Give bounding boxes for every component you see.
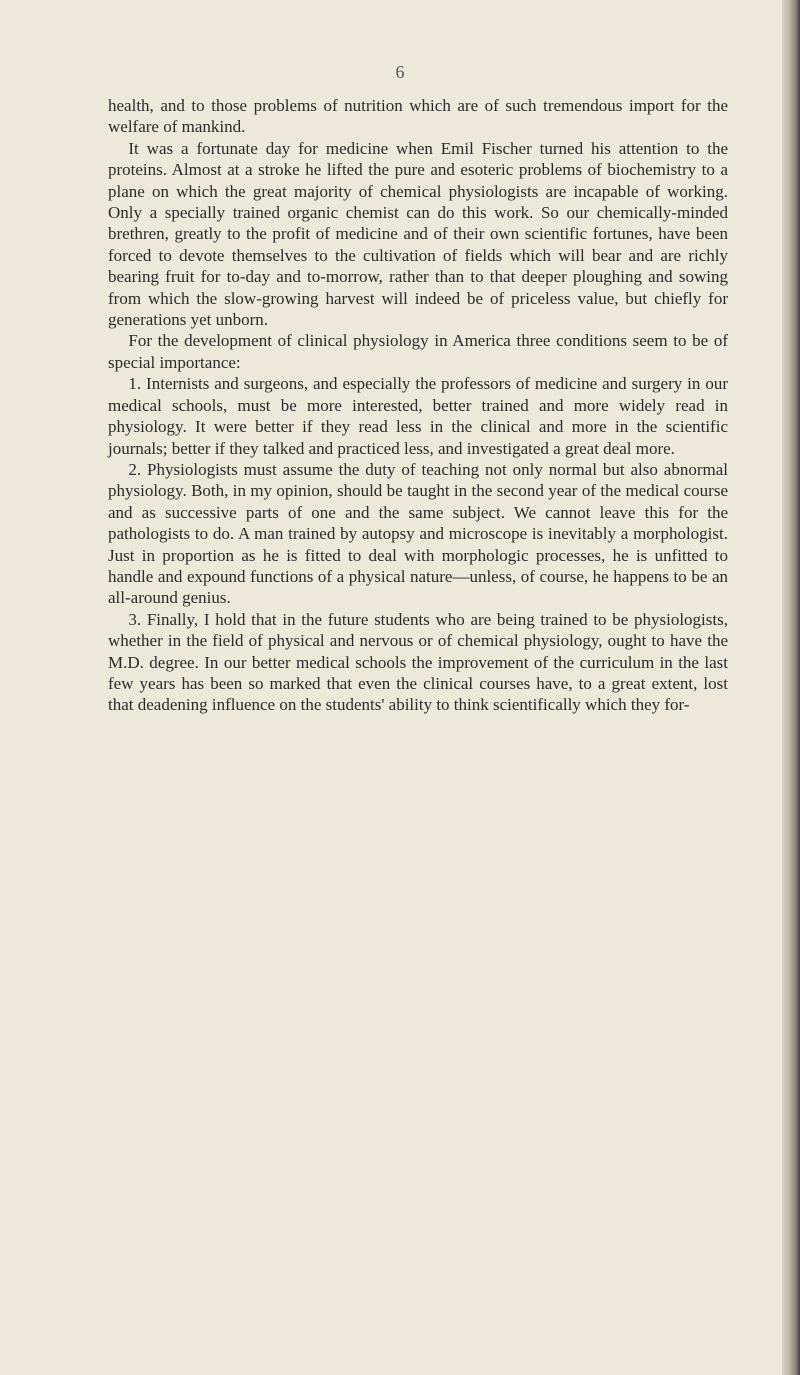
page-edge-shadow — [782, 0, 800, 1375]
paragraph-emil-fischer: It was a fortunate day for medicine when Emil Fischer turned his attention to the proteins. Almost at a stroke he lifted the pure and esoteric problems of biochemistry to a plane on which the great majority of chemical physiologists are incapable of working. Only a specially trained organic chemist can do this work. So our chemically-minded brethren, greatly to the profit of medicine and of their own scientific fortunes, have been forced to devote themselves to the cultivation of fields which will bear and are richly bearing fruit for to-day and to-morrow, rather than to that deeper ploughing and sowing from which the slow-growing harvest will indeed be of priceless value, but chiefly for generations yet unborn. — [108, 138, 728, 330]
paragraph-continuation: health, and to those problems of nutrition which are of such tremendous import for the welfare of mankind. — [108, 96, 728, 137]
paragraph-condition-1: 1. Internists and surgeons, and especially the professors of medicine and surgery in our medical schools, must be more interested, better trained and more widely read in physiology. It were better if they read less in the clinical and more in the scientific journals; better if they talked and practiced less, and investigated a great deal more. — [108, 374, 728, 458]
page-number: 6 — [395, 62, 405, 82]
page-text — [108, 95, 728, 716]
paragraph-condition-2: 2. Physiologists must assume the duty of teaching not only normal but also abnormal physiology. Both, in my opinion, should be taught in the second year of the medical course and as successive parts of one and the same subject. We cannot leave this for the pathologists to do. A man trained by autopsy and microscope is inevitably a morphologist. Just in proportion as he is fitted to deal with morphologic processes, he is unfitted to handle and expound functions of a physical nature—unless, of course, he happens to be an all-around genius. — [108, 459, 728, 608]
paragraph-conditions-intro: For the development of clinical physiology in America three conditions seem to be of special importance: — [108, 331, 728, 372]
paragraph-condition-3: 3. Finally, I hold that in the future students who are being trained to be physiologists, whether in the field of physical and nervous or of chemical physiology, ought to have the M.D. degree. In our better medical schools the improvement of the curriculum in the last few years has been so marked that even the clinical courses have, to a great extent, lost that deadening influence on the students' ability to think scientifically which they for- — [108, 609, 728, 715]
